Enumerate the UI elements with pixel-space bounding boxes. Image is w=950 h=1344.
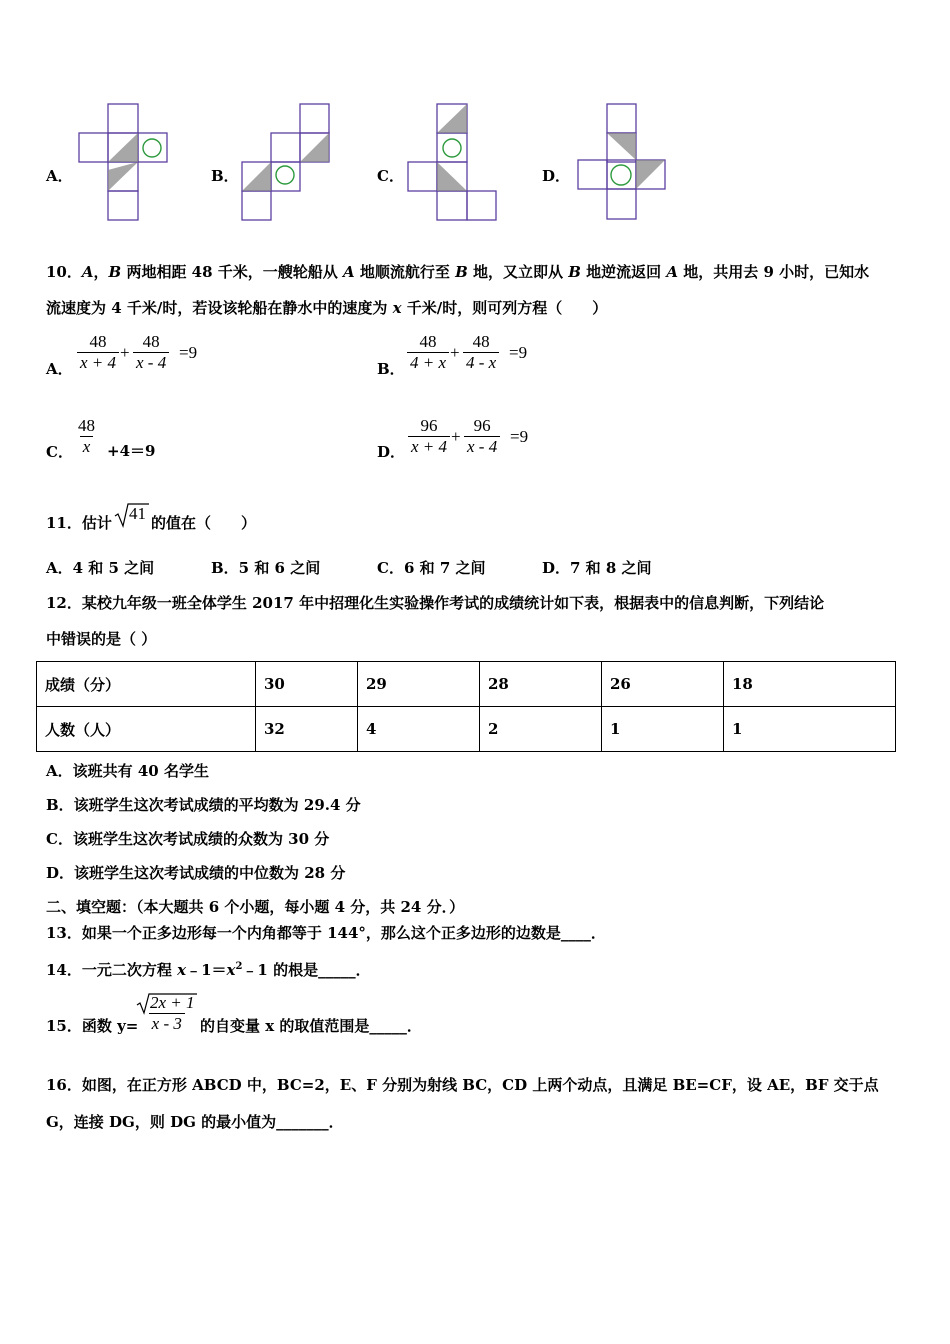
q10-stem-line2: 流速度为 4 千米/时，若设该轮船在静水中的速度为 x 千米/时，则可列方程（ ） <box>46 299 608 317</box>
q9-net-a-figure <box>75 100 175 225</box>
q15-suffix: 的自变量 x 的取值范围是_____． <box>200 1017 422 1035</box>
q12-stem-line1: 12．某校九年级一班全体学生 2017 年中招理化生实验操作考试的成绩统计如下表，根据表中的信息判断，下列结论 <box>46 594 825 612</box>
q10-a-plus: + <box>120 343 130 362</box>
q16-line2: G，连接 DG，则 DG 的最小值为_______． <box>46 1113 344 1131</box>
q9-option-a-label: A． <box>46 167 73 185</box>
q11-prefix: 11．估计 <box>46 514 112 532</box>
q12-option-c: C．该班学生这次考试成绩的众数为 30 分 <box>46 830 330 848</box>
q13-text: 13．如果一个正多边形每一个内角都等于 144°，那么这个正多边形的边数是____． <box>46 924 606 942</box>
table-cell: 26 <box>602 662 724 707</box>
q10-d-rhs: =9 <box>510 427 529 446</box>
table-cell: 成绩（分） <box>37 662 256 707</box>
q10-option-a-label: A． <box>46 360 73 378</box>
q9-net-b-figure <box>238 100 338 225</box>
q12-score-table <box>36 661 896 752</box>
table-cell: 2 <box>480 707 602 752</box>
q9-net-d-figure <box>573 100 673 225</box>
q10-d-fraction-2: $\frac{96}{x - 4}$ <box>464 416 500 457</box>
q10-option-b-label: B． <box>377 360 405 378</box>
q10-c-rest: +4＝9 <box>107 442 156 460</box>
q16-line1: 16．如图，在正方形 ABCD 中，BC=2，E、F 分别为射线 BC，CD 上两个动点，且满足 BE=CF，设 AE，BF 交于点 <box>46 1076 879 1094</box>
q12-option-a: A．该班共有 40 名学生 <box>46 762 209 780</box>
q10-b-fraction-2: $\frac{48}{4 - x}$ <box>463 332 499 373</box>
q10-b-plus: + <box>450 343 460 362</box>
q11-option-b: B．5 和 6 之间 <box>211 559 321 577</box>
q11-option-d: D．7 和 8 之间 <box>542 559 652 577</box>
table-row <box>37 662 896 707</box>
q10-b-fraction-1: $\frac{48}{4 + x}$ <box>407 332 449 373</box>
q10-a-fraction-2: $\frac{48}{x - 4}$ <box>133 332 169 373</box>
section-2-heading: 二、填空题：（本大题共 6 个小题，每小题 4 分，共 24 分．） <box>46 898 465 916</box>
q12-stem-line2: 中错误的是（ ） <box>46 630 157 648</box>
q9-option-b-label: B． <box>211 167 239 185</box>
q10-option-c-label: C． <box>46 443 73 461</box>
q10-d-fraction-1: $\frac{96}{x + 4}$ <box>408 416 450 457</box>
table-cell: 1 <box>602 707 724 752</box>
table-cell: 30 <box>256 662 358 707</box>
table-cell: 18 <box>724 662 896 707</box>
q15-fraction: $\frac{2x + 1}{x - 3}$ <box>136 993 198 1034</box>
table-cell: 29 <box>358 662 480 707</box>
q10-stem-line1: 10．A，B 两地相距 48 千米，一艘轮船从 A 地顺流航行至 B 地，又立即从 B 地逆流返回 A 地，共用去 9 小时，已知水 <box>46 263 870 281</box>
q14-text: 14．一元二次方程 $x﹣1=x^2﹣1$ 的根是_____． <box>46 961 371 979</box>
q11-radicand: 41 <box>129 504 146 523</box>
q10-c-fraction: $\frac{48}{x}$ <box>78 416 95 456</box>
q11-option-a: A．4 和 5 之间 <box>46 559 155 577</box>
q15-prefix: 15．函数 y= <box>46 1017 139 1035</box>
q12-option-b: B．该班学生这次考试成绩的平均数为 29.4 分 <box>46 796 361 814</box>
table-cell: 1 <box>724 707 896 752</box>
table-cell: 32 <box>256 707 358 752</box>
q10-option-d-label: D． <box>377 443 406 461</box>
q10-d-plus: + <box>451 427 461 446</box>
table-cell: 28 <box>480 662 602 707</box>
q12-option-d: D．该班学生这次考试成绩的中位数为 28 分 <box>46 864 346 882</box>
q9-option-d-label: D． <box>542 167 571 185</box>
q10-a-rhs: =9 <box>179 343 198 362</box>
q11-option-c: C．6 和 7 之间 <box>377 559 486 577</box>
q10-b-rhs: =9 <box>509 343 528 362</box>
table-row <box>37 707 896 752</box>
q9-net-c-figure <box>403 100 503 225</box>
table-cell: 人数（人） <box>37 707 256 752</box>
q10-a-fraction-1: $\frac{48}{x + 4}$ <box>77 332 119 373</box>
q9-option-c-label: C． <box>377 167 404 185</box>
table-cell: 4 <box>358 707 480 752</box>
q11-suffix: 的值在（ ） <box>151 514 257 532</box>
q15-sqrt-sign <box>136 993 198 1015</box>
